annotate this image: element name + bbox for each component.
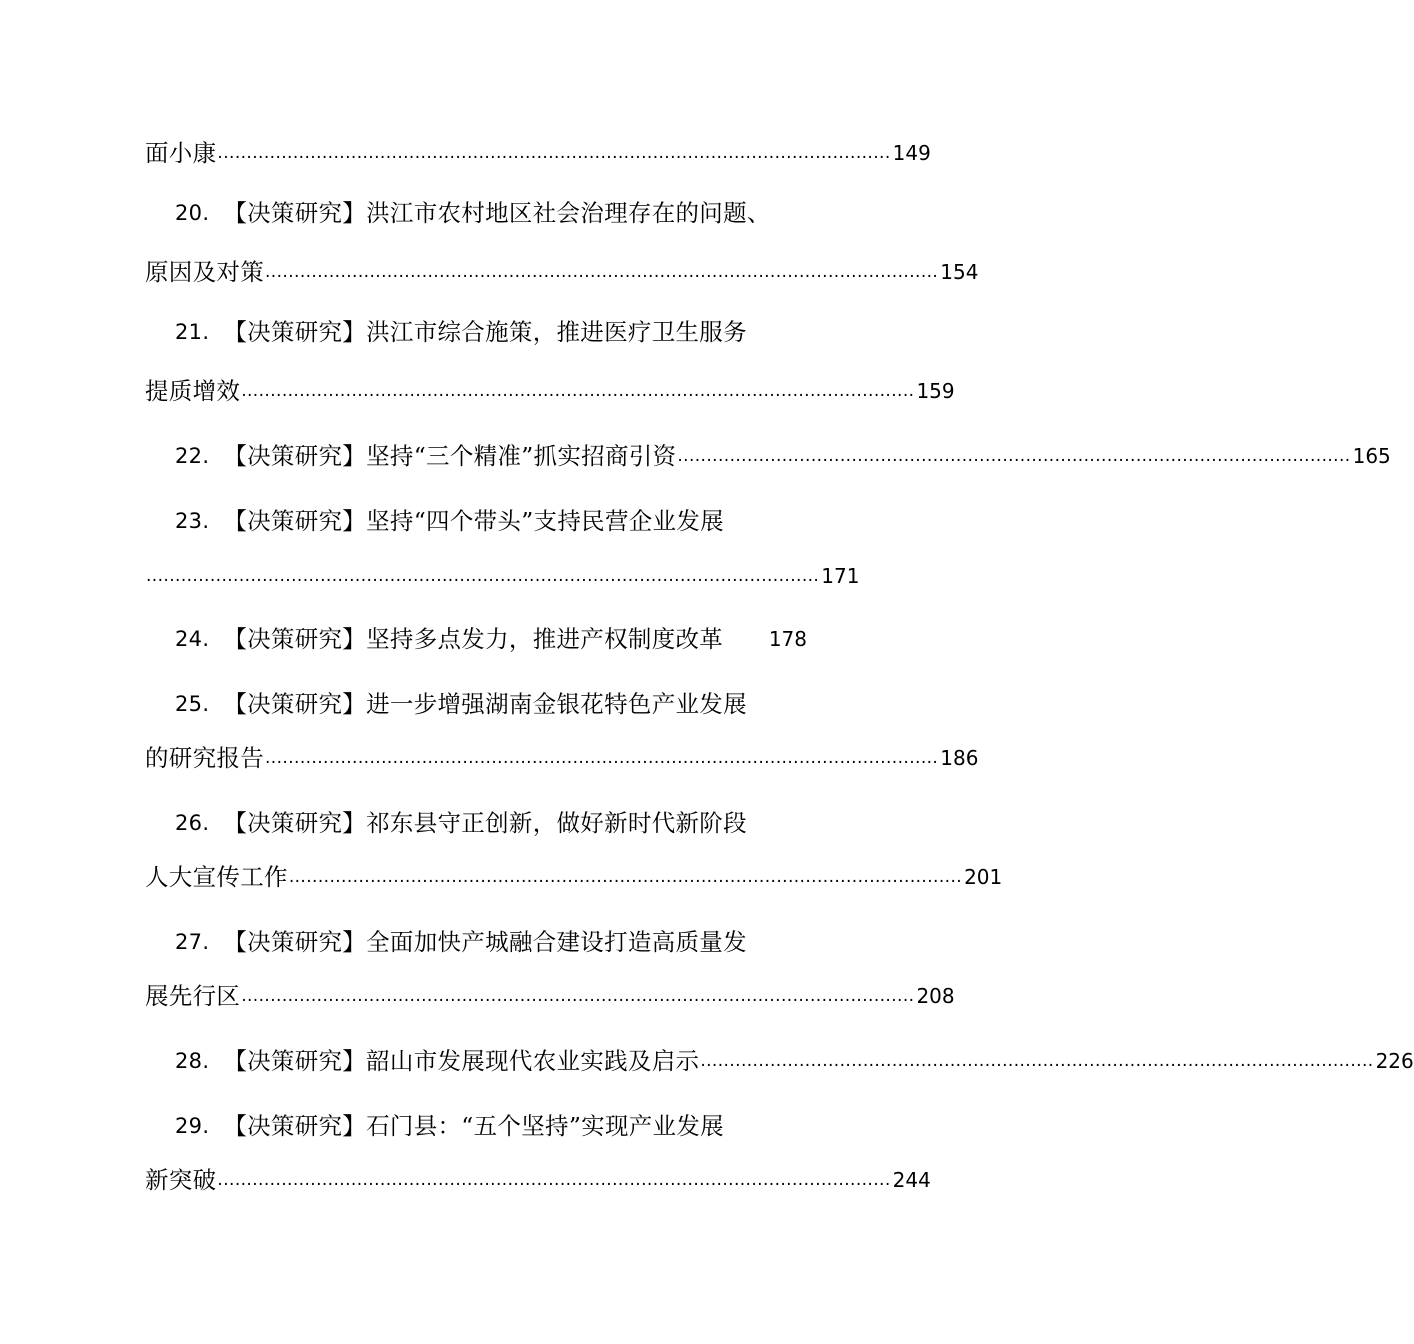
page-number[interactable]: 208 xyxy=(916,984,955,1008)
dot-leader: .................................................................................................................... xyxy=(700,1051,1374,1071)
entry-number: 29. xyxy=(175,1114,210,1138)
entry-number: 21. xyxy=(175,320,210,344)
page-number[interactable]: 149 xyxy=(892,141,931,165)
toc-entry[interactable] xyxy=(145,802,807,838)
entry-title: 【决策研究】韶山市发展现代农业实践及启示 xyxy=(223,1047,700,1075)
toc-continuation-line xyxy=(145,370,955,406)
page-number[interactable]: 154 xyxy=(940,260,979,284)
entry-title: 【决策研究】全面加快产城融合建设打造高质量发 xyxy=(223,928,747,956)
dot-leader: .................................................................................................................... xyxy=(217,1170,891,1190)
page-number[interactable]: 165 xyxy=(1352,444,1391,468)
dot-leader: .................................................................................................................... xyxy=(677,446,1351,466)
page-number[interactable]: 226 xyxy=(1375,1049,1414,1073)
dot-leader: .................................................................................................................... xyxy=(146,566,820,586)
toc-entry[interactable] xyxy=(145,683,807,719)
toc-entry[interactable] xyxy=(145,192,807,228)
entry-title: 【决策研究】洪江市农村地区社会治理存在的问题、 xyxy=(223,199,771,227)
page-number[interactable]: 244 xyxy=(892,1168,931,1192)
toc-entry[interactable] xyxy=(145,921,807,957)
toc-entry-text: 的研究报告 xyxy=(145,744,264,772)
entry-title: 【决策研究】坚持多点发力，推进产权制度改革 xyxy=(223,625,724,653)
entry-number: 28. xyxy=(175,1049,210,1073)
toc-entry[interactable] xyxy=(145,435,1391,471)
toc-continuation-line xyxy=(145,856,1003,892)
toc-entry[interactable] xyxy=(145,500,807,536)
dot-leader: .................................................................................................................... xyxy=(241,986,915,1006)
entry-title: 【决策研究】进一步增强湖南金银花特色产业发展 xyxy=(223,690,747,718)
toc-entry[interactable] xyxy=(145,1105,807,1141)
toc-entry[interactable] xyxy=(145,311,807,347)
toc-entry-text: 新突破 xyxy=(145,1166,217,1194)
entry-number: 24. xyxy=(175,627,210,651)
entry-number: 26. xyxy=(175,811,210,835)
toc-entry-text: 提质增效 xyxy=(145,377,241,405)
entry-number: 23. xyxy=(175,509,210,533)
toc-entry[interactable] xyxy=(145,1040,1414,1076)
page-number[interactable]: 201 xyxy=(964,865,1003,889)
entry-number: 27. xyxy=(175,930,210,954)
dot-leader: .................................................................................................................... xyxy=(265,748,939,768)
dot-leader: .................................................................................................................... xyxy=(288,867,963,887)
toc-entry-text: 面小康 xyxy=(145,139,217,167)
page-number[interactable]: 171 xyxy=(821,564,860,588)
toc-continuation-line xyxy=(145,975,955,1011)
toc-entry-text: 原因及对策 xyxy=(145,258,264,286)
entry-title: 【决策研究】石门县：“五个坚持”实现产业发展 xyxy=(223,1112,724,1140)
page-number[interactable]: 178 xyxy=(768,627,807,651)
toc-continuation-line xyxy=(145,737,979,773)
entry-number: 25. xyxy=(175,692,210,716)
entry-title: 【决策研究】祁东县守正创新，做好新时代新阶段 xyxy=(223,809,747,837)
dot-leader: .................................................................................................................... xyxy=(241,381,915,401)
dot-leader: .................................................................................................................... xyxy=(265,262,939,282)
toc-entry-text: 人大宣传工作 xyxy=(145,863,288,891)
page-number[interactable]: 159 xyxy=(916,379,955,403)
entry-number: 22. xyxy=(175,444,210,468)
toc-continuation-line xyxy=(145,132,931,168)
table-of-contents xyxy=(145,0,1414,1344)
entry-title: 【决策研究】坚持“四个带头”支持民营企业发展 xyxy=(223,507,724,535)
toc-entry[interactable] xyxy=(145,618,807,654)
toc-continuation-line xyxy=(145,1159,931,1195)
entry-number: 20. xyxy=(175,201,210,225)
entry-title: 【决策研究】洪江市综合施策，推进医疗卫生服务 xyxy=(223,318,747,346)
page-number[interactable]: 186 xyxy=(940,746,979,770)
toc-continuation-line xyxy=(145,251,979,287)
entry-title: 【决策研究】坚持“三个精准”抓实招商引资 xyxy=(223,442,677,470)
toc-continuation-line xyxy=(145,555,860,591)
toc-entry-text: 展先行区 xyxy=(145,982,241,1010)
dot-leader: .................................................................................................................... xyxy=(217,143,891,163)
